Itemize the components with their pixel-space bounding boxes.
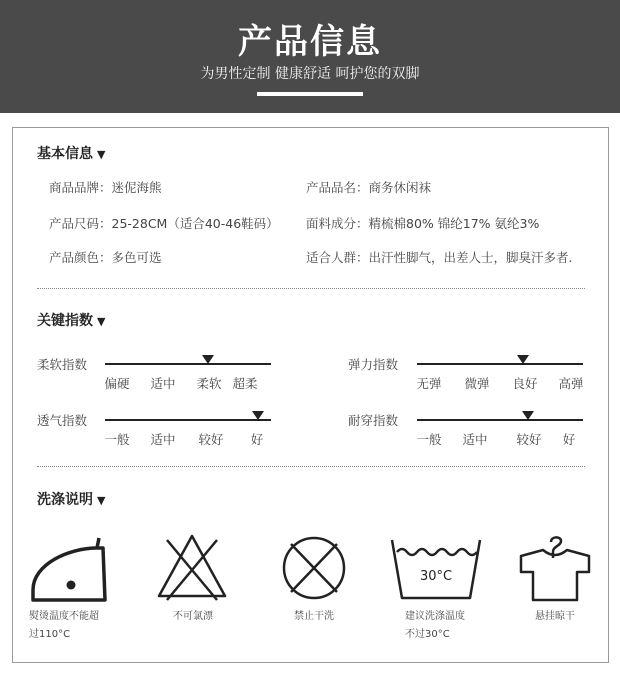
index-tick-label: 高弹 bbox=[558, 376, 584, 391]
no-dry-clean-icon bbox=[279, 534, 349, 602]
title-underline bbox=[257, 92, 363, 96]
care-label-line: 过110°C bbox=[29, 629, 71, 640]
color-text: 产品颜色：多色可选 bbox=[49, 250, 162, 265]
index-tick-label: 柔软 bbox=[196, 376, 222, 391]
brand-text: 商品品牌：迷伲海熊 bbox=[49, 180, 162, 195]
index-scale-line bbox=[417, 419, 583, 421]
index-label: 耐穿指数 bbox=[348, 413, 399, 428]
index-level-marker bbox=[252, 411, 264, 420]
index-tick-label: 好 bbox=[562, 432, 576, 447]
index-level-marker bbox=[522, 411, 534, 420]
material-text: 面料成分：精梳棉80% 锦纶17% 氨纶3% bbox=[306, 216, 540, 231]
index-tick-label: 适中 bbox=[150, 432, 176, 447]
care-heading bbox=[37, 489, 105, 509]
index-tick-label: 无弹 bbox=[416, 376, 442, 391]
index-label: 透气指数 bbox=[37, 413, 88, 428]
key-index-heading bbox=[37, 310, 105, 330]
index-tick-label: 一般 bbox=[104, 432, 130, 447]
index-scale-line bbox=[105, 419, 271, 421]
wash-temp-text: 30°C bbox=[419, 569, 453, 584]
no-bleach-icon bbox=[155, 532, 229, 602]
index-tick-label: 好 bbox=[250, 432, 264, 447]
hang-dry-icon bbox=[517, 532, 593, 604]
care-label-line: 熨烫温度不能超 bbox=[29, 611, 99, 622]
index-tick-label: 较好 bbox=[198, 432, 224, 447]
divider bbox=[37, 466, 585, 467]
index-tick-label: 适中 bbox=[462, 432, 488, 447]
hang-dry-label: 悬挂晾干 bbox=[535, 611, 575, 622]
index-tick-label: 一般 bbox=[416, 432, 442, 447]
triangle-down-icon: ▼ bbox=[97, 148, 106, 161]
key-index-title: 关键指数 bbox=[37, 313, 93, 329]
no-bleach-label: 不可氯漂 bbox=[173, 611, 213, 622]
care-title: 洗涤说明 bbox=[37, 492, 93, 508]
page-title: 产品信息 bbox=[238, 22, 382, 62]
index-label: 柔软指数 bbox=[37, 357, 88, 372]
header-banner bbox=[0, 0, 620, 113]
index-scale-line bbox=[417, 363, 583, 365]
triangle-down-icon: ▼ bbox=[97, 494, 106, 507]
index-tick-label: 偏硬 bbox=[104, 376, 130, 391]
basic-info-title: 基本信息 bbox=[37, 146, 93, 162]
index-tick-label: 适中 bbox=[150, 376, 176, 391]
audience-text: 适合人群：出汗性脚气，出差人士，脚臭汗多者. bbox=[306, 250, 573, 265]
index-tick-label: 微弹 bbox=[464, 376, 490, 391]
triangle-down-icon: ▼ bbox=[97, 315, 106, 328]
index-label: 弹力指数 bbox=[348, 357, 399, 372]
product-name-text: 产品品名：商务休闲袜 bbox=[306, 180, 432, 195]
iron-icon bbox=[29, 536, 115, 604]
index-tick-label: 良好 bbox=[512, 376, 538, 391]
index-scale-line bbox=[105, 363, 271, 365]
page-subtitle: 为男性定制 健康舒适 呵护您的双脚 bbox=[200, 66, 420, 82]
wash-30-label bbox=[405, 608, 465, 644]
index-tick-label: 较好 bbox=[516, 432, 542, 447]
index-level-marker bbox=[517, 355, 529, 364]
wash-30-icon bbox=[389, 536, 483, 600]
index-tick-label: 超柔 bbox=[232, 376, 258, 391]
no-dry-clean-label: 禁止干洗 bbox=[294, 611, 334, 622]
basic-info-heading bbox=[37, 143, 105, 163]
care-label-line: 不过30°C bbox=[405, 629, 450, 640]
index-level-marker bbox=[202, 355, 214, 364]
divider bbox=[37, 288, 585, 289]
size-text: 产品尺码：25-28CM（适合40-46鞋码） bbox=[49, 216, 279, 231]
info-card bbox=[12, 127, 609, 663]
iron-label bbox=[29, 608, 99, 644]
care-label-line: 建议洗涤温度 bbox=[405, 611, 465, 622]
